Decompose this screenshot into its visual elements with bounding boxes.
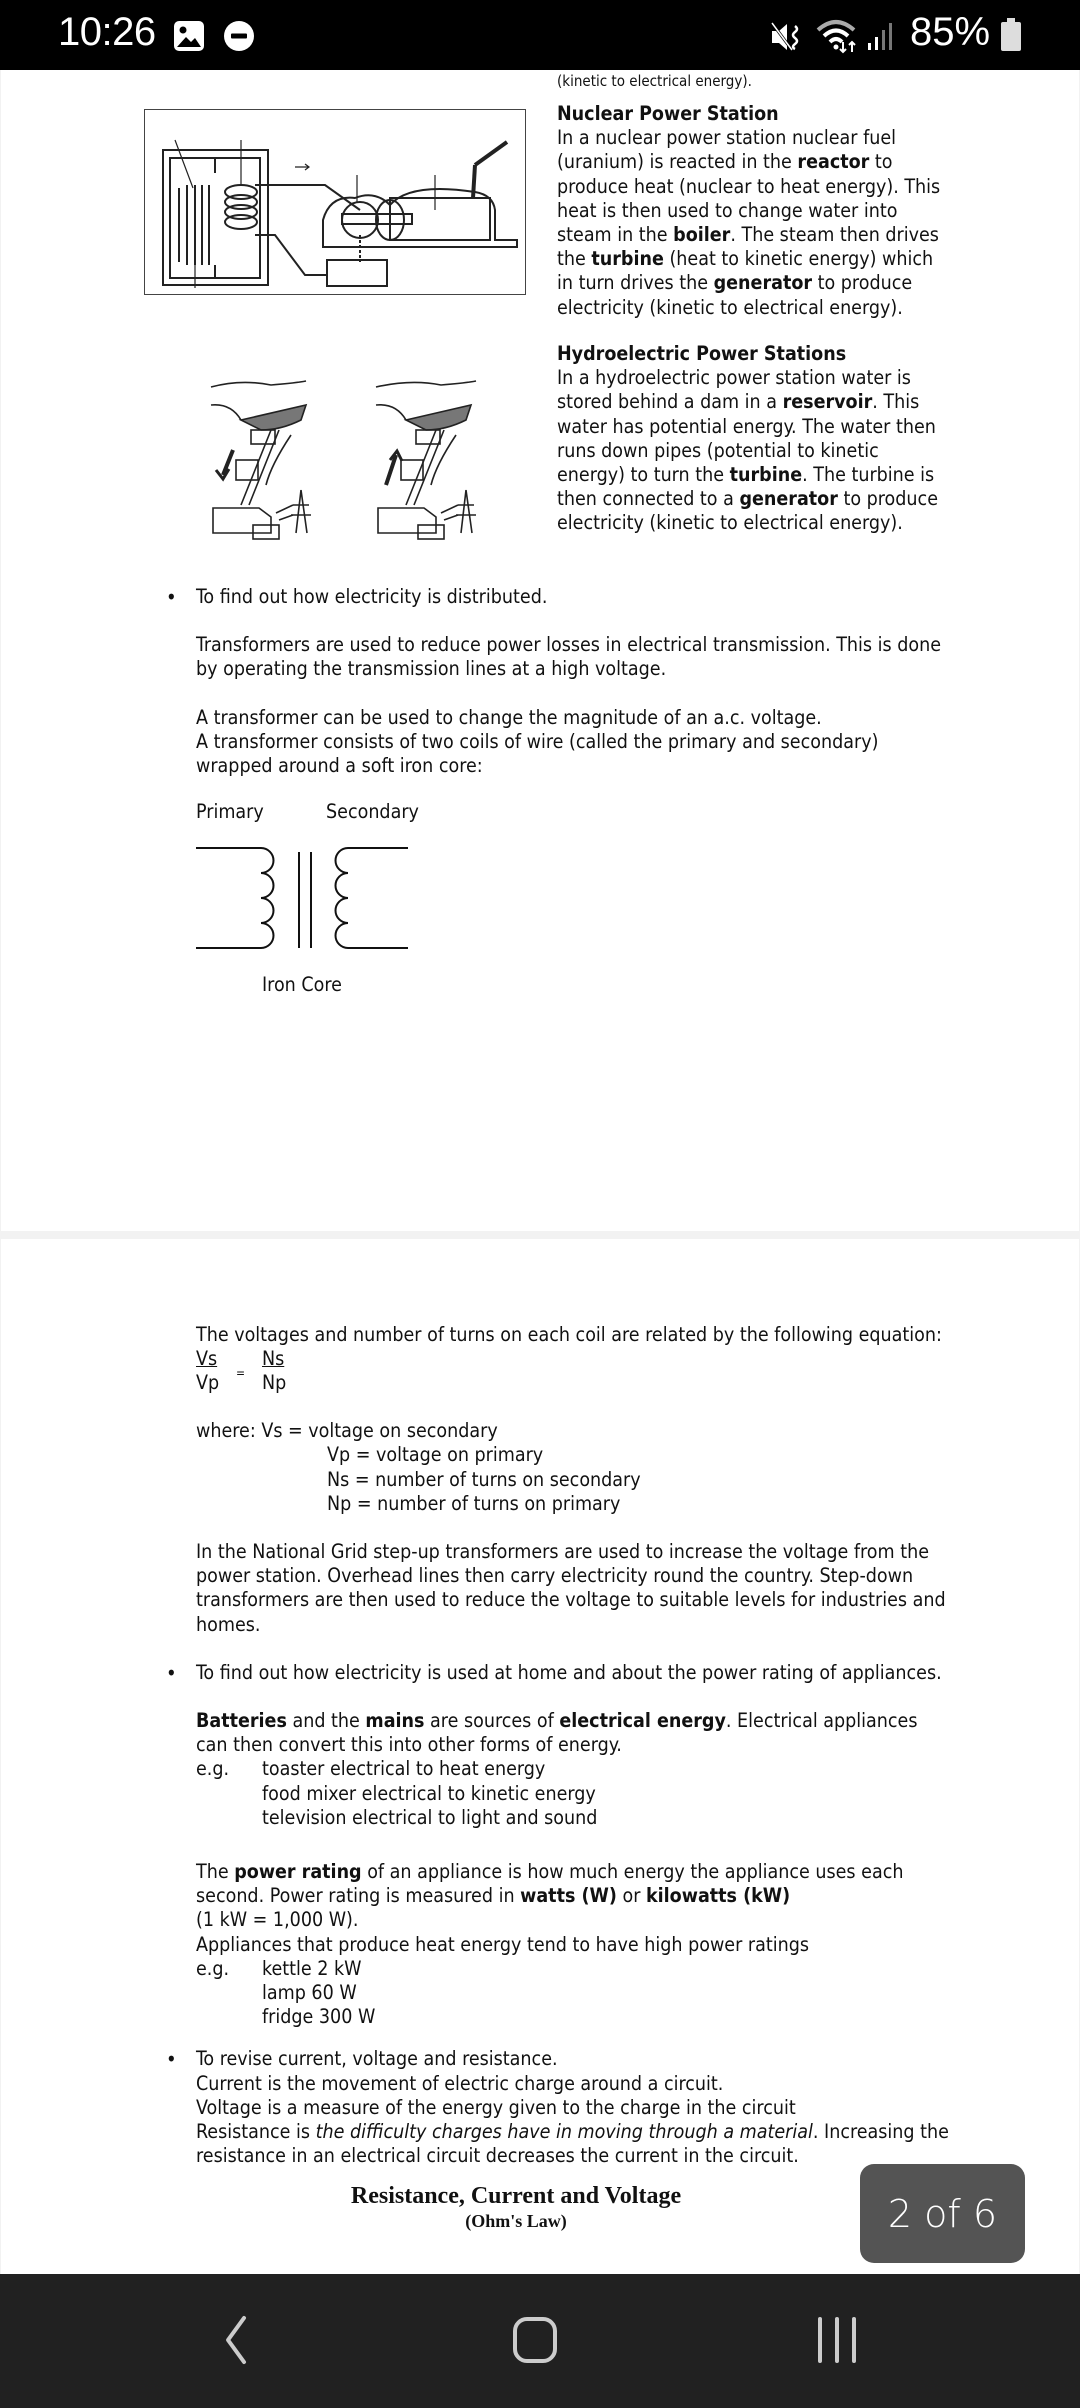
- text-line: Transformers are used to reduce power losses in electrical transmission. This is done: [196, 633, 941, 657]
- battery-percent: 85%: [910, 10, 991, 54]
- text-line: A transformer can be used to change the magnitude of an a.c. voltage.: [196, 705, 822, 729]
- text-segment: (heat to kinetic energy) which: [663, 247, 934, 271]
- example-item: lamp 60 W: [262, 1981, 357, 2005]
- text-segment: heat is then used to change water into: [557, 198, 898, 222]
- text-line: [557, 126, 1027, 150]
- text-segment: then connected to a: [557, 487, 740, 511]
- text-segment: . The steam then drives: [730, 223, 939, 247]
- text-segment: and the: [286, 1709, 366, 1733]
- bullet-home-row: [166, 1660, 996, 1685]
- text-line: [196, 1709, 996, 1733]
- bullet-icon: •: [166, 585, 177, 609]
- bold-term: kilowatts (kW): [646, 1884, 791, 1908]
- nuclear-power-station-diagram: [144, 109, 526, 295]
- text-segment: . Electrical appliances: [725, 1709, 918, 1733]
- recents-button[interactable]: [792, 2304, 882, 2376]
- text-line: [196, 1733, 996, 1757]
- text-segment: (uranium) is reacted in the: [557, 150, 798, 174]
- text-segment: In a nuclear power station nuclear fuel: [557, 126, 897, 150]
- bold-term: Batteries: [196, 1709, 287, 1733]
- signal-icon: [866, 20, 898, 56]
- text-line: [196, 1908, 996, 1932]
- text-line: [557, 415, 1027, 439]
- text-line: [557, 271, 1027, 295]
- bold-term: power rating: [234, 1860, 362, 1884]
- bold-term: boiler: [673, 223, 731, 247]
- ohms-law-title: Resistance, Current and Voltage: [350, 2183, 682, 2210]
- text-segment: are sources of: [424, 1709, 560, 1733]
- text-segment: (1 kW = 1,000 W).: [196, 1908, 359, 1932]
- battery-icon: [1000, 18, 1022, 56]
- recents-icon: [812, 2315, 862, 2365]
- distribution-section: [166, 585, 976, 778]
- power-examples: [196, 1957, 996, 2030]
- example-item: fridge 300 W: [262, 2005, 376, 2029]
- eg-label: e.g.: [196, 1956, 230, 1980]
- power-rating-paragraph: [196, 1860, 996, 1957]
- text-segment: produce heat (nuclear to heat energy). This: [557, 174, 941, 198]
- hydroelectric-section: [557, 342, 1027, 536]
- text-segment: of an appliance is how much energy the appliance uses each: [361, 1860, 904, 1884]
- bold-term: turbine: [729, 463, 803, 487]
- text-line: [557, 463, 1027, 487]
- text-line: [196, 2120, 996, 2144]
- text-segment: resistance in an electrical circuit decreases the current in the circuit.: [196, 2144, 799, 2168]
- text-line: transformers are then used to reduce the voltage to suitable levels for industries and: [196, 1588, 946, 1612]
- energy-sources-paragraph: [196, 1709, 996, 1757]
- text-segment: or: [616, 1884, 646, 1908]
- text-line: [196, 1860, 996, 1884]
- text-line: [557, 487, 1027, 511]
- text-segment: to produce: [837, 487, 938, 511]
- bold-term: turbine: [591, 247, 664, 271]
- hydroelectric-paragraph: [557, 366, 1027, 535]
- pdf-viewer[interactable]: [0, 70, 1080, 2274]
- bold-term: generator: [739, 487, 838, 511]
- bold-term: electrical energy: [559, 1709, 726, 1733]
- text-line: [196, 2144, 996, 2168]
- eq-vs: Vs: [196, 1347, 218, 1371]
- energy-examples: [196, 1757, 996, 1830]
- gallery-icon: [172, 19, 206, 57]
- bullet-icon: •: [166, 2047, 177, 2072]
- text-line: [557, 511, 1027, 535]
- home-icon: [510, 2315, 560, 2365]
- text-segment: Appliances that produce heat energy tend to have high power ratings: [196, 1932, 809, 1956]
- hydroelectric-diagram: [201, 375, 511, 540]
- eq-equals: =: [236, 1366, 246, 1381]
- where-list: [196, 1443, 996, 1516]
- example-item: television electrical to light and sound: [262, 1805, 598, 1829]
- text-segment: steam in the: [557, 223, 674, 247]
- text-line: [557, 247, 1027, 271]
- text-segment: electricity (kinetic to electrical energy).: [557, 295, 903, 319]
- eq-np: Np: [262, 1371, 287, 1395]
- text-line: [557, 199, 1027, 223]
- wifi-icon: [816, 18, 862, 60]
- bold-term: generator: [713, 271, 813, 295]
- text-segment: to: [869, 150, 893, 174]
- text-line: [557, 366, 1027, 390]
- back-icon: [220, 2315, 250, 2365]
- text-line: [196, 1933, 996, 1957]
- bullet-revise: To revise current, voltage and resistance.: [196, 2047, 558, 2071]
- bullet-home: To find out how electricity is used at home and about the power rating of appliances.: [196, 1660, 942, 1684]
- text-segment: stored behind a dam in a: [557, 390, 783, 414]
- text-segment: can then convert this into other forms of energy.: [196, 1733, 622, 1757]
- equation-intro: The voltages and number of turns on each coil are related by the following equation:: [196, 1323, 942, 1346]
- page-indicator: 2 of 6: [860, 2164, 1025, 2263]
- primary-label: Primary: [196, 800, 264, 823]
- text-segment: The: [196, 1860, 235, 1884]
- text-line: [557, 296, 1027, 320]
- text-line: [557, 175, 1027, 199]
- text-line: by operating the transmission lines at a high voltage.: [196, 657, 667, 681]
- text-line: [196, 2072, 996, 2096]
- eq-vp: Vp: [196, 1371, 220, 1395]
- turns-ratio-equation: [196, 1347, 996, 1397]
- iron-core-label: Iron Core: [262, 973, 342, 996]
- text-segment: to produce: [812, 271, 913, 295]
- text-segment: electricity (kinetic to electrical energy).: [557, 511, 903, 535]
- example-item: kettle 2 kW: [262, 1956, 362, 1980]
- transformers-paragraph: [196, 633, 976, 681]
- text-segment: runs down pipes (potential to kinetic: [557, 438, 879, 462]
- text-segment: water has potential energy. The water then: [557, 414, 936, 438]
- text-segment: energy) to turn the: [557, 463, 730, 487]
- do-not-disturb-icon: [222, 19, 256, 57]
- bold-term: mains: [365, 1709, 425, 1733]
- nuclear-section: [557, 102, 1027, 320]
- text-segment: Voltage is a measure of the energy given to the charge in the circuit: [196, 2095, 796, 2119]
- ohms-law-heading: [196, 2182, 836, 2232]
- bullet-revise-row: [166, 2047, 996, 2072]
- transformer-description: [196, 706, 976, 779]
- text-segment: Current is the movement of electric charge around a circuit.: [196, 2071, 724, 2095]
- bullet-distributed: To find out how electricity is distributed.: [196, 585, 548, 608]
- bold-term: reactor: [797, 150, 870, 174]
- text-segment: second. Power rating is measured in: [196, 1884, 521, 1908]
- where-label: where: Vs = voltage on secondary: [196, 1419, 498, 1443]
- text-line: In the National Grid step-up transformers are used to increase the voltage from the: [196, 1540, 929, 1564]
- italic-text: the difficulty charges have in moving through a material: [315, 2120, 813, 2144]
- text-segment: the: [557, 247, 592, 271]
- transformer-diagram: [196, 800, 456, 1000]
- navigation-bar: [0, 2274, 1080, 2408]
- pdf-page-1: [1, 70, 1079, 1231]
- text-line: [557, 150, 1027, 174]
- bold-term: reservoir: [782, 390, 873, 414]
- text-line: [196, 2096, 996, 2120]
- text-line: power station. Overhead lines then carry electricity round the country. Step-down: [196, 1564, 914, 1588]
- text-segment: Resistance is: [196, 2120, 316, 2144]
- equation-section: [166, 1323, 996, 2232]
- mute-vibrate-icon: [770, 20, 804, 58]
- text-line: [196, 1884, 996, 1908]
- ohms-law-subtitle: (Ohm's Law): [465, 2211, 567, 2232]
- where-item: Np = number of turns on primary: [327, 1491, 621, 1515]
- text-segment: . The turbine is: [802, 463, 935, 487]
- home-button[interactable]: [490, 2304, 580, 2376]
- example-item: toaster electrical to heat energy: [262, 1757, 546, 1781]
- text-segment: . This: [872, 390, 920, 414]
- text-line: [557, 223, 1027, 247]
- secondary-label: Secondary: [326, 800, 419, 823]
- nuclear-paragraph: [557, 126, 1027, 320]
- text-segment: in turn drives the: [557, 271, 714, 295]
- text-segment: In a hydroelectric power station water is: [557, 366, 911, 390]
- back-button[interactable]: [190, 2304, 280, 2376]
- clipped-top-line: (kinetic to electrical energy).: [557, 72, 752, 90]
- where-item: Ns = number of turns on secondary: [327, 1467, 641, 1491]
- text-segment: . Increasing the: [812, 2120, 949, 2144]
- status-bar: [0, 0, 1080, 70]
- example-item: food mixer electrical to kinetic energy: [262, 1781, 596, 1805]
- bullet-icon: •: [166, 1660, 177, 1685]
- national-grid-paragraph: [196, 1540, 996, 1637]
- where-item: Vp = voltage on primary: [327, 1443, 544, 1467]
- nuclear-heading: Nuclear Power Station: [557, 102, 779, 125]
- eq-ns: Ns: [262, 1347, 285, 1371]
- pdf-page-2: [1, 1239, 1079, 2274]
- eg-label: e.g.: [196, 1757, 230, 1781]
- hydroelectric-heading: Hydroelectric Power Stations: [557, 342, 847, 365]
- revise-paragraph: [196, 2072, 996, 2169]
- text-line: wrapped around a soft iron core:: [196, 754, 483, 778]
- text-line: [557, 390, 1027, 414]
- status-time: 10:26: [58, 10, 156, 54]
- text-line: [557, 439, 1027, 463]
- text-line: A transformer consists of two coils of wire (called the primary and secondary): [196, 729, 879, 753]
- bold-term: watts (W): [520, 1884, 617, 1908]
- text-line: homes.: [196, 1612, 261, 1636]
